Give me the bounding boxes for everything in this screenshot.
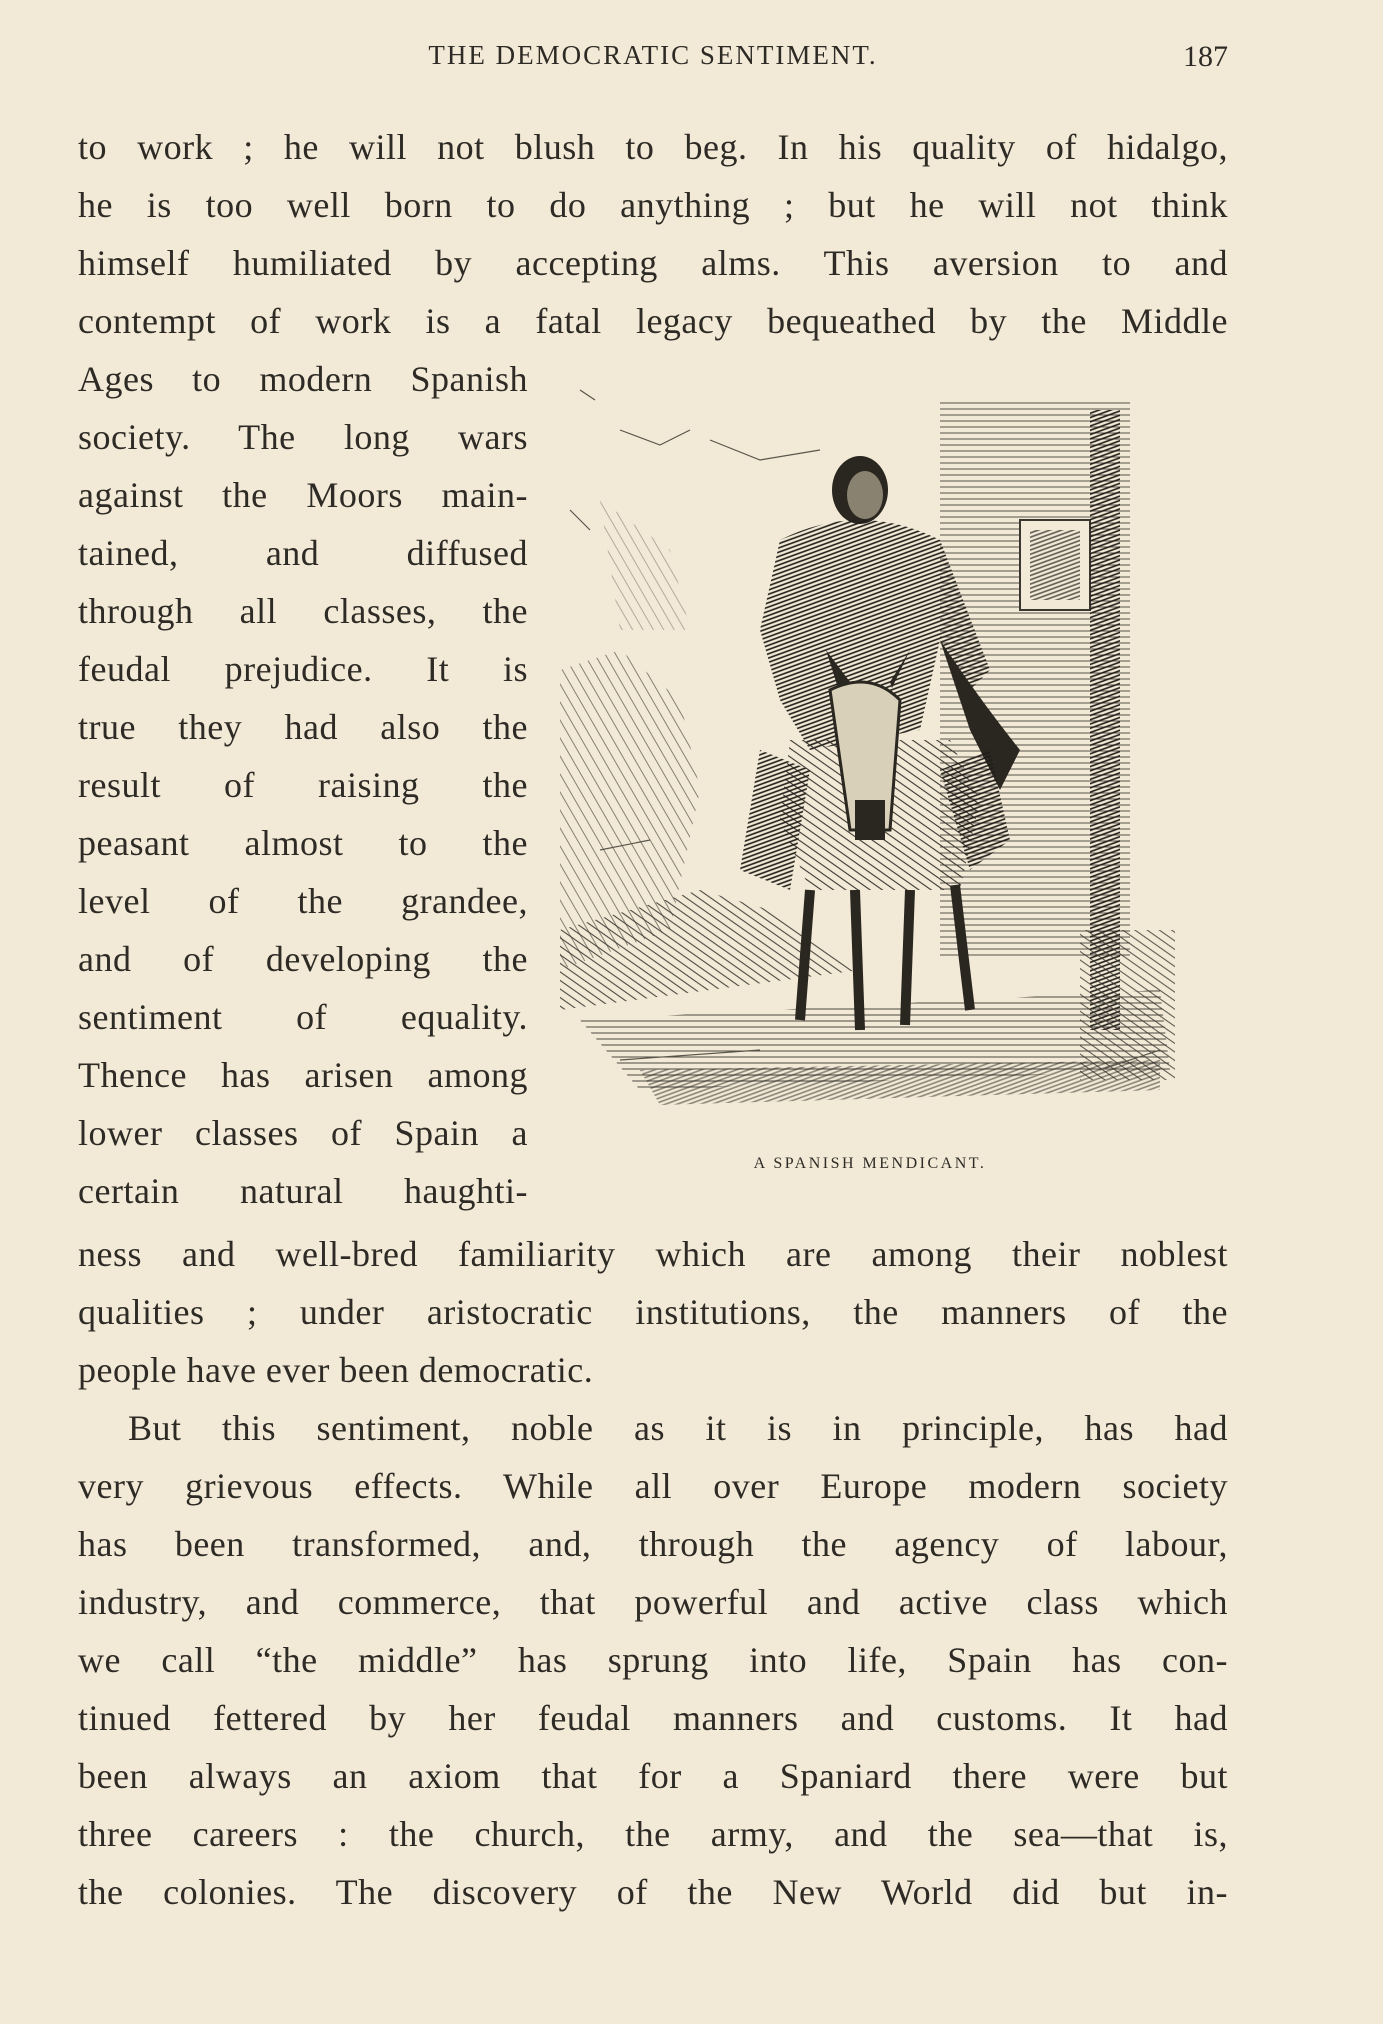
text-line: true they had also the xyxy=(78,707,528,747)
page-number: 187 xyxy=(1183,40,1228,73)
text-line: through all classes, the xyxy=(78,591,528,631)
text-line: we call “the middle” has sprung into life, Spain has con- xyxy=(78,1640,1228,1680)
text-line: tinued fettered by her feudal manners and customs. It had xyxy=(78,1698,1228,1738)
text-line: qualities ; under aristocratic institutions, the manners of the xyxy=(78,1292,1228,1332)
text-line: ness and well-bred familiarity which are among their noblest xyxy=(78,1234,1228,1274)
text-line: sentiment of equality. xyxy=(78,997,528,1037)
text-line: industry, and commerce, that powerful and active class which xyxy=(78,1582,1228,1622)
text-line: level of the grandee, xyxy=(78,881,528,921)
text-block-bottom xyxy=(78,1225,1228,1921)
road-ground xyxy=(580,990,1170,1105)
text-line: Ages to modern Spanish xyxy=(78,359,528,399)
text-line: tained, and diffused xyxy=(78,533,528,573)
text-line: three careers : the church, the army, and the sea—that is, xyxy=(78,1814,1228,1854)
text-line: contempt of work is a fatal legacy bequeathed by the Middle xyxy=(78,301,1228,341)
text-line: been always an axiom that for a Spaniard there were but xyxy=(78,1756,1228,1796)
text-line: the colonies. The discovery of the New World did but in- xyxy=(78,1872,1228,1912)
figure-caption: A SPANISH MENDICANT. xyxy=(753,1155,987,1172)
text-line: lower classes of Spain a xyxy=(78,1113,528,1153)
text-line: people have ever been democratic. xyxy=(78,1350,594,1390)
text-line: and of developing the xyxy=(78,939,528,979)
spanish-mendicant-engraving xyxy=(560,370,1180,1150)
running-header xyxy=(78,40,1228,84)
text-line: feudal prejudice. It is xyxy=(78,649,528,689)
text-line: has been transformed, and, through the agency of labour, xyxy=(78,1524,1228,1564)
text-line: But this sentiment, noble as it is in principle, has had xyxy=(128,1408,1228,1448)
text-line: result of raising the xyxy=(78,765,528,805)
text-line: to work ; he will not blush to beg. In his quality of hidalgo, xyxy=(78,127,1228,167)
text-line: himself humiliated by accepting alms. This aversion to and xyxy=(78,243,1228,283)
text-line: Thence has arisen among xyxy=(78,1055,528,1095)
text-line: very grievous effects. While all over Europe modern society xyxy=(78,1466,1228,1506)
text-line: certain natural haughti- xyxy=(78,1171,528,1211)
text-line: society. The long wars xyxy=(78,417,528,457)
text-block-beside-figure xyxy=(78,350,528,1220)
text-block-top xyxy=(78,118,1228,350)
engraving-figure xyxy=(560,370,1220,1172)
text-line: peasant almost to the xyxy=(78,823,528,863)
text-line: he is too well born to do anything ; but he will not think xyxy=(78,185,1228,225)
running-title: THE DEMOCRATIC SENTIMENT. xyxy=(428,40,878,70)
text-line: against the Moors main- xyxy=(78,475,528,515)
